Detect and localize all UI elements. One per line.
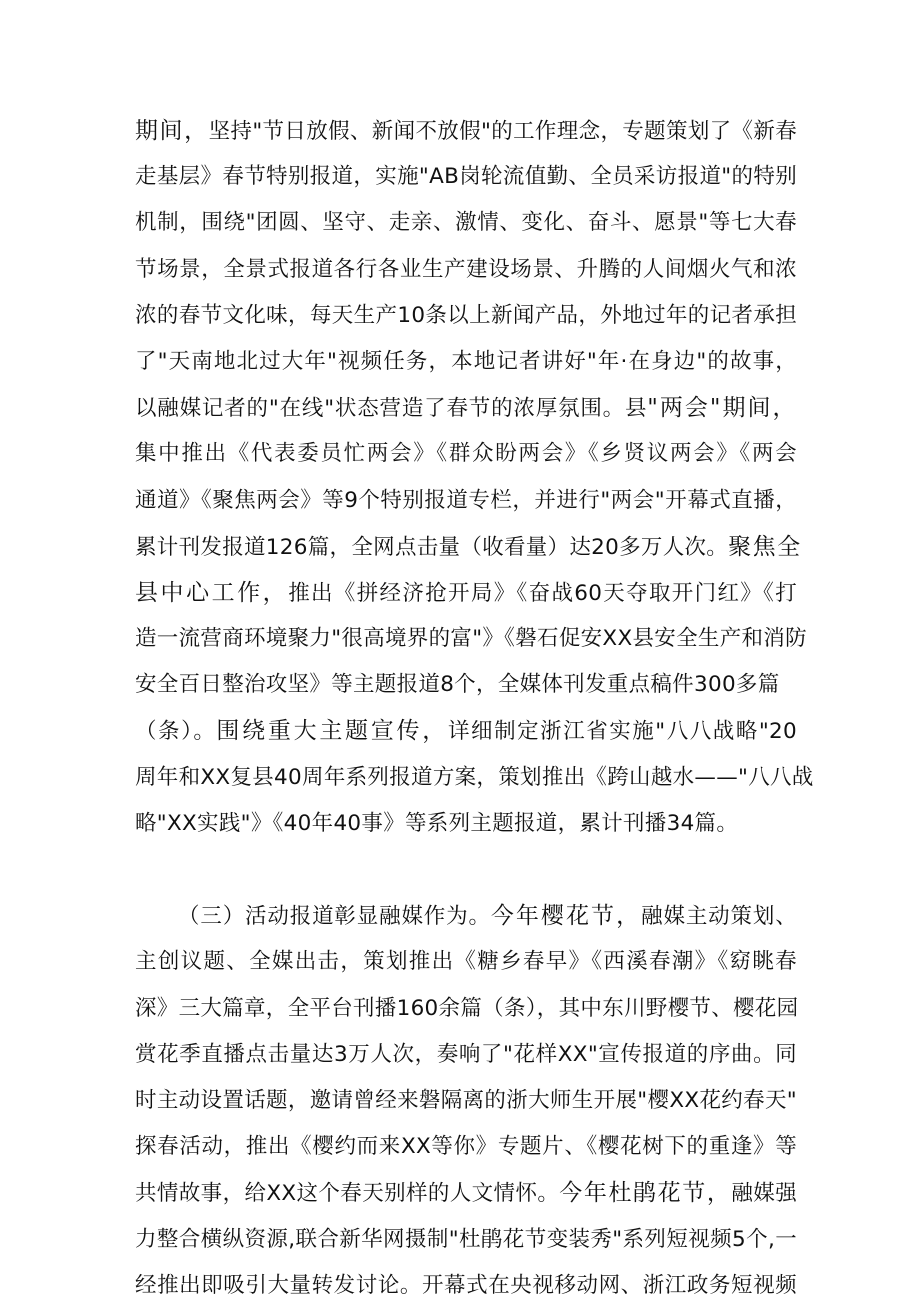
emphasis-phrase: 县中心工作， <box>135 579 289 606</box>
text-segment: 累计刊发报道126篇，全网点击量（收看量）达20多万人次。 <box>135 534 729 560</box>
text-segment: （三）活动报道彰显融媒作为。 <box>178 904 491 930</box>
text-segment: 时主动设置话题，邀请曾经来磐隔离的浙大师生开展"樱XX花约春天" <box>135 1087 797 1113</box>
text-line <box>135 385 797 431</box>
text-segment: 机制，围绕"团圆、坚守、走亲、激情、变化、奋斗、愿景"等七大春 <box>135 210 797 236</box>
text-segment: 详细制定浙江省实施"八八战略"20 <box>448 719 798 745</box>
text-segment: 集中推出《代表委员忙两会》《群众盼两会》《乡贤议两会》《两会 <box>135 441 797 467</box>
text-line <box>135 755 814 801</box>
text-line <box>135 247 797 293</box>
text-line <box>135 524 802 570</box>
text-line <box>135 108 797 154</box>
text-line <box>135 1124 797 1170</box>
text-segment: 浓的春节文化味，每天生产10条以上新闻产品，外地过年的记者承担 <box>135 302 797 328</box>
text-line <box>135 801 797 847</box>
text-line <box>135 1217 797 1263</box>
text-line <box>135 1078 797 1124</box>
text-segment: 力整合横纵资源,联合新华网摄制"杜鹃花节变装秀"系列短视频5个,一 <box>135 1226 797 1252</box>
text-segment: 安全百日整治攻坚》等主题报道8个，全媒体刊发重点稿件300多篇 <box>135 672 780 698</box>
text-line <box>135 708 797 754</box>
paragraph-gap <box>135 847 797 893</box>
emphasis-phrase: "两会"期间， <box>647 395 797 422</box>
text-line <box>135 662 797 708</box>
text-segment: 探春活动，推出《樱约而来XX等你》专题片、《樱花树下的重逢》等 <box>135 1134 797 1160</box>
text-segment: 融媒主动策划、 <box>641 904 797 930</box>
emphasis-phrase: 今年杜鹃花节， <box>559 1180 732 1207</box>
body-text <box>135 108 814 1309</box>
emphasis-phrase: 围绕重大主题宣传， <box>216 718 448 745</box>
text-segment: 走基层》春节特别报道，实施"AB岗轮流值勤、全员采访报道"的特别 <box>135 164 797 190</box>
text-segment: 经推出即吸引大量转发讨论。开幕式在央视移动网、浙江政务短视频 <box>135 1272 797 1298</box>
text-segment: 共情故事，给XX这个春天别样的人文情怀。 <box>135 1181 560 1207</box>
text-segment: （条）。 <box>135 719 217 745</box>
text-line <box>135 293 797 339</box>
text-segment: 以融媒记者的"在线"状态营造了春节的浓厚氛围。县 <box>135 396 648 422</box>
emphasis-phrase: 今年樱花节， <box>490 903 642 930</box>
text-line <box>135 986 797 1032</box>
text-line <box>135 1263 797 1309</box>
text-line <box>135 939 797 985</box>
text-segment: 赏花季直播点击量达3万人次，奏响了"花样XX"宣传报道的序曲。同 <box>135 1041 797 1067</box>
text-segment: 融媒强 <box>731 1181 797 1207</box>
emphasis-phrase: 聚焦全 <box>728 533 802 560</box>
text-segment: 略"XX实践"》《40年40事》等系列主题报道，累计刊播34篇。 <box>135 810 739 836</box>
text-line <box>135 616 807 662</box>
text-line <box>135 200 797 246</box>
text-line <box>135 431 797 477</box>
text-segment: 通道》《聚焦两会》等9个特别报道专栏，并进行"两会"开幕式直播， <box>135 487 797 513</box>
text-line <box>135 570 797 616</box>
text-line <box>135 1170 797 1216</box>
text-line <box>135 893 797 939</box>
text-line <box>135 339 797 385</box>
text-segment: 了"天南地北过大年"视频任务，本地记者讲好"年·在身边"的故事， <box>135 348 797 374</box>
text-line <box>135 1032 797 1078</box>
text-segment: 造一流营商环境聚力"很高境界的富"》《磐石促安XX县安全生产和消防 <box>135 626 807 652</box>
text-segment: 主创议题、全媒出击，策划推出《糖乡春早》《西溪春潮》《窈眺春 <box>135 949 797 975</box>
text-segment: 节场景，全景式报道各行各业生产建设场景、升腾的人间烟火气和浓 <box>135 256 797 282</box>
text-segment: 深》三大篇章，全平台刊播160余篇（条），其中东川野樱节、樱花园 <box>135 995 799 1021</box>
text-segment: 推出《拼经济抢开局》《奋战60天夺取开门红》《打 <box>288 580 797 606</box>
text-segment: 周年和XX复县40周年系列报道方案，策划推出《跨山越水——"八八战 <box>135 764 814 790</box>
emphasis-phrase: 期间， <box>135 118 209 144</box>
text-line <box>135 154 797 200</box>
text-line <box>135 478 797 524</box>
text-segment: 坚持"节日放假、新闻不放假"的工作理念，专题策划了《新春 <box>208 119 798 144</box>
